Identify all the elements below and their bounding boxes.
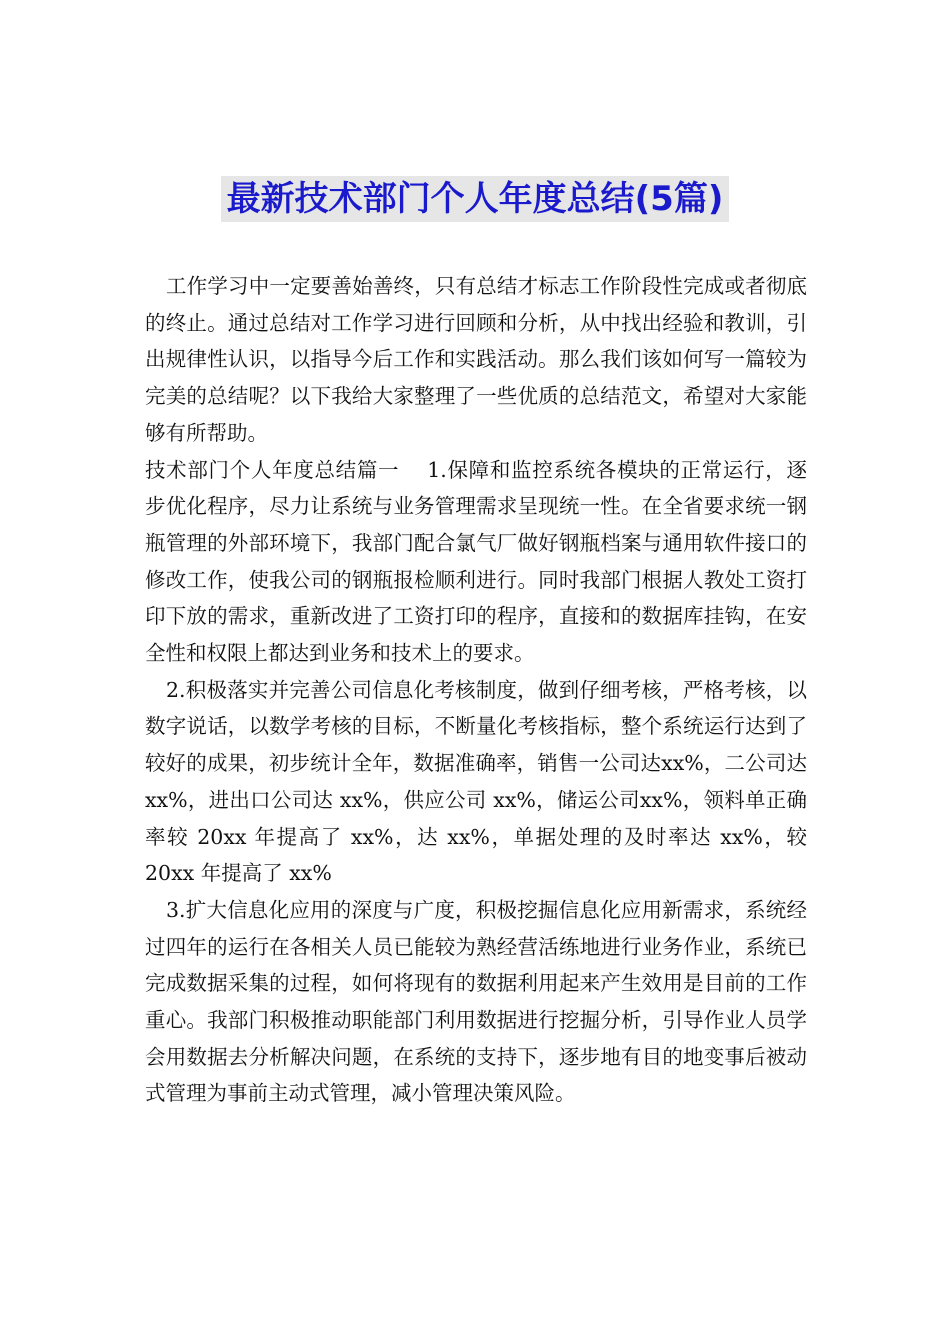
item-1-text: 1.保障和监控系统各模块的正常运行，逐步优化程序，尽力让系统与业务管理需求呈现统一性。在全省要求统一钢瓶管理的外部环境下，我部门配合氯气厂做好钢瓶档案与通用软件接口的修改工作，使我公司的钢瓶报检顺利进行。同时我部门根据人教处工资打印下放的需求，重新改进了工资打印的程序，直接和的数据库挂钩，在安全性和权限上都达到业务和技术上的要求。: [145, 457, 807, 666]
item-2-paragraph: 2.积极落实并完善公司信息化考核制度，做到仔细考核，严格考核，以数字说话，以数学考核的目标，不断量化考核指标，整个系统运行达到了较好的成果，初步统计全年，数据准确率，销售一公司达xx%，二公司达 xx%，进出口公司达 xx%，供应公司 xx%，储运公司xx%，领料单正确率较 20xx 年提高了 xx%，达 xx%，单据处理的及时率达 xx%，较 20xx 年提高了 xx%: [145, 677, 807, 886]
document-title: 最新技术部门个人年度总结(5篇): [221, 176, 730, 222]
title-container: [0, 176, 950, 222]
section-paragraph: [145, 452, 807, 672]
section-heading: 技术部门个人年度总结篇一: [145, 457, 400, 482]
document-body: [145, 268, 807, 1112]
item-3-paragraph: 3.扩大信息化应用的深度与广度，积极挖掘信息化应用新需求，系统经过四年的运行在各相关人员已能较为熟经营活练地进行业务作业，系统已完成数据采集的过程，如何将现有的数据利用起来产生效用是目前的工作重心。我部门积极推动职能部门利用数据进行挖掘分析，引导作业人员学会用数据去分析解决问题，在系统的支持下，逐步地有目的地变事后被动式管理为事前主动式管理，减小管理决策风险。: [145, 897, 807, 1106]
intro-paragraph: 工作学习中一定要善始善终，只有总结才标志工作阶段性完成或者彻底的终止。通过总结对工作学习进行回顾和分析，从中找出经验和教训，引出规律性认识，以指导今后工作和实践活动。那么我们该如何写一篇较为完美的总结呢？以下我给大家整理了一些优质的总结范文，希望对大家能够有所帮助。: [145, 274, 807, 445]
